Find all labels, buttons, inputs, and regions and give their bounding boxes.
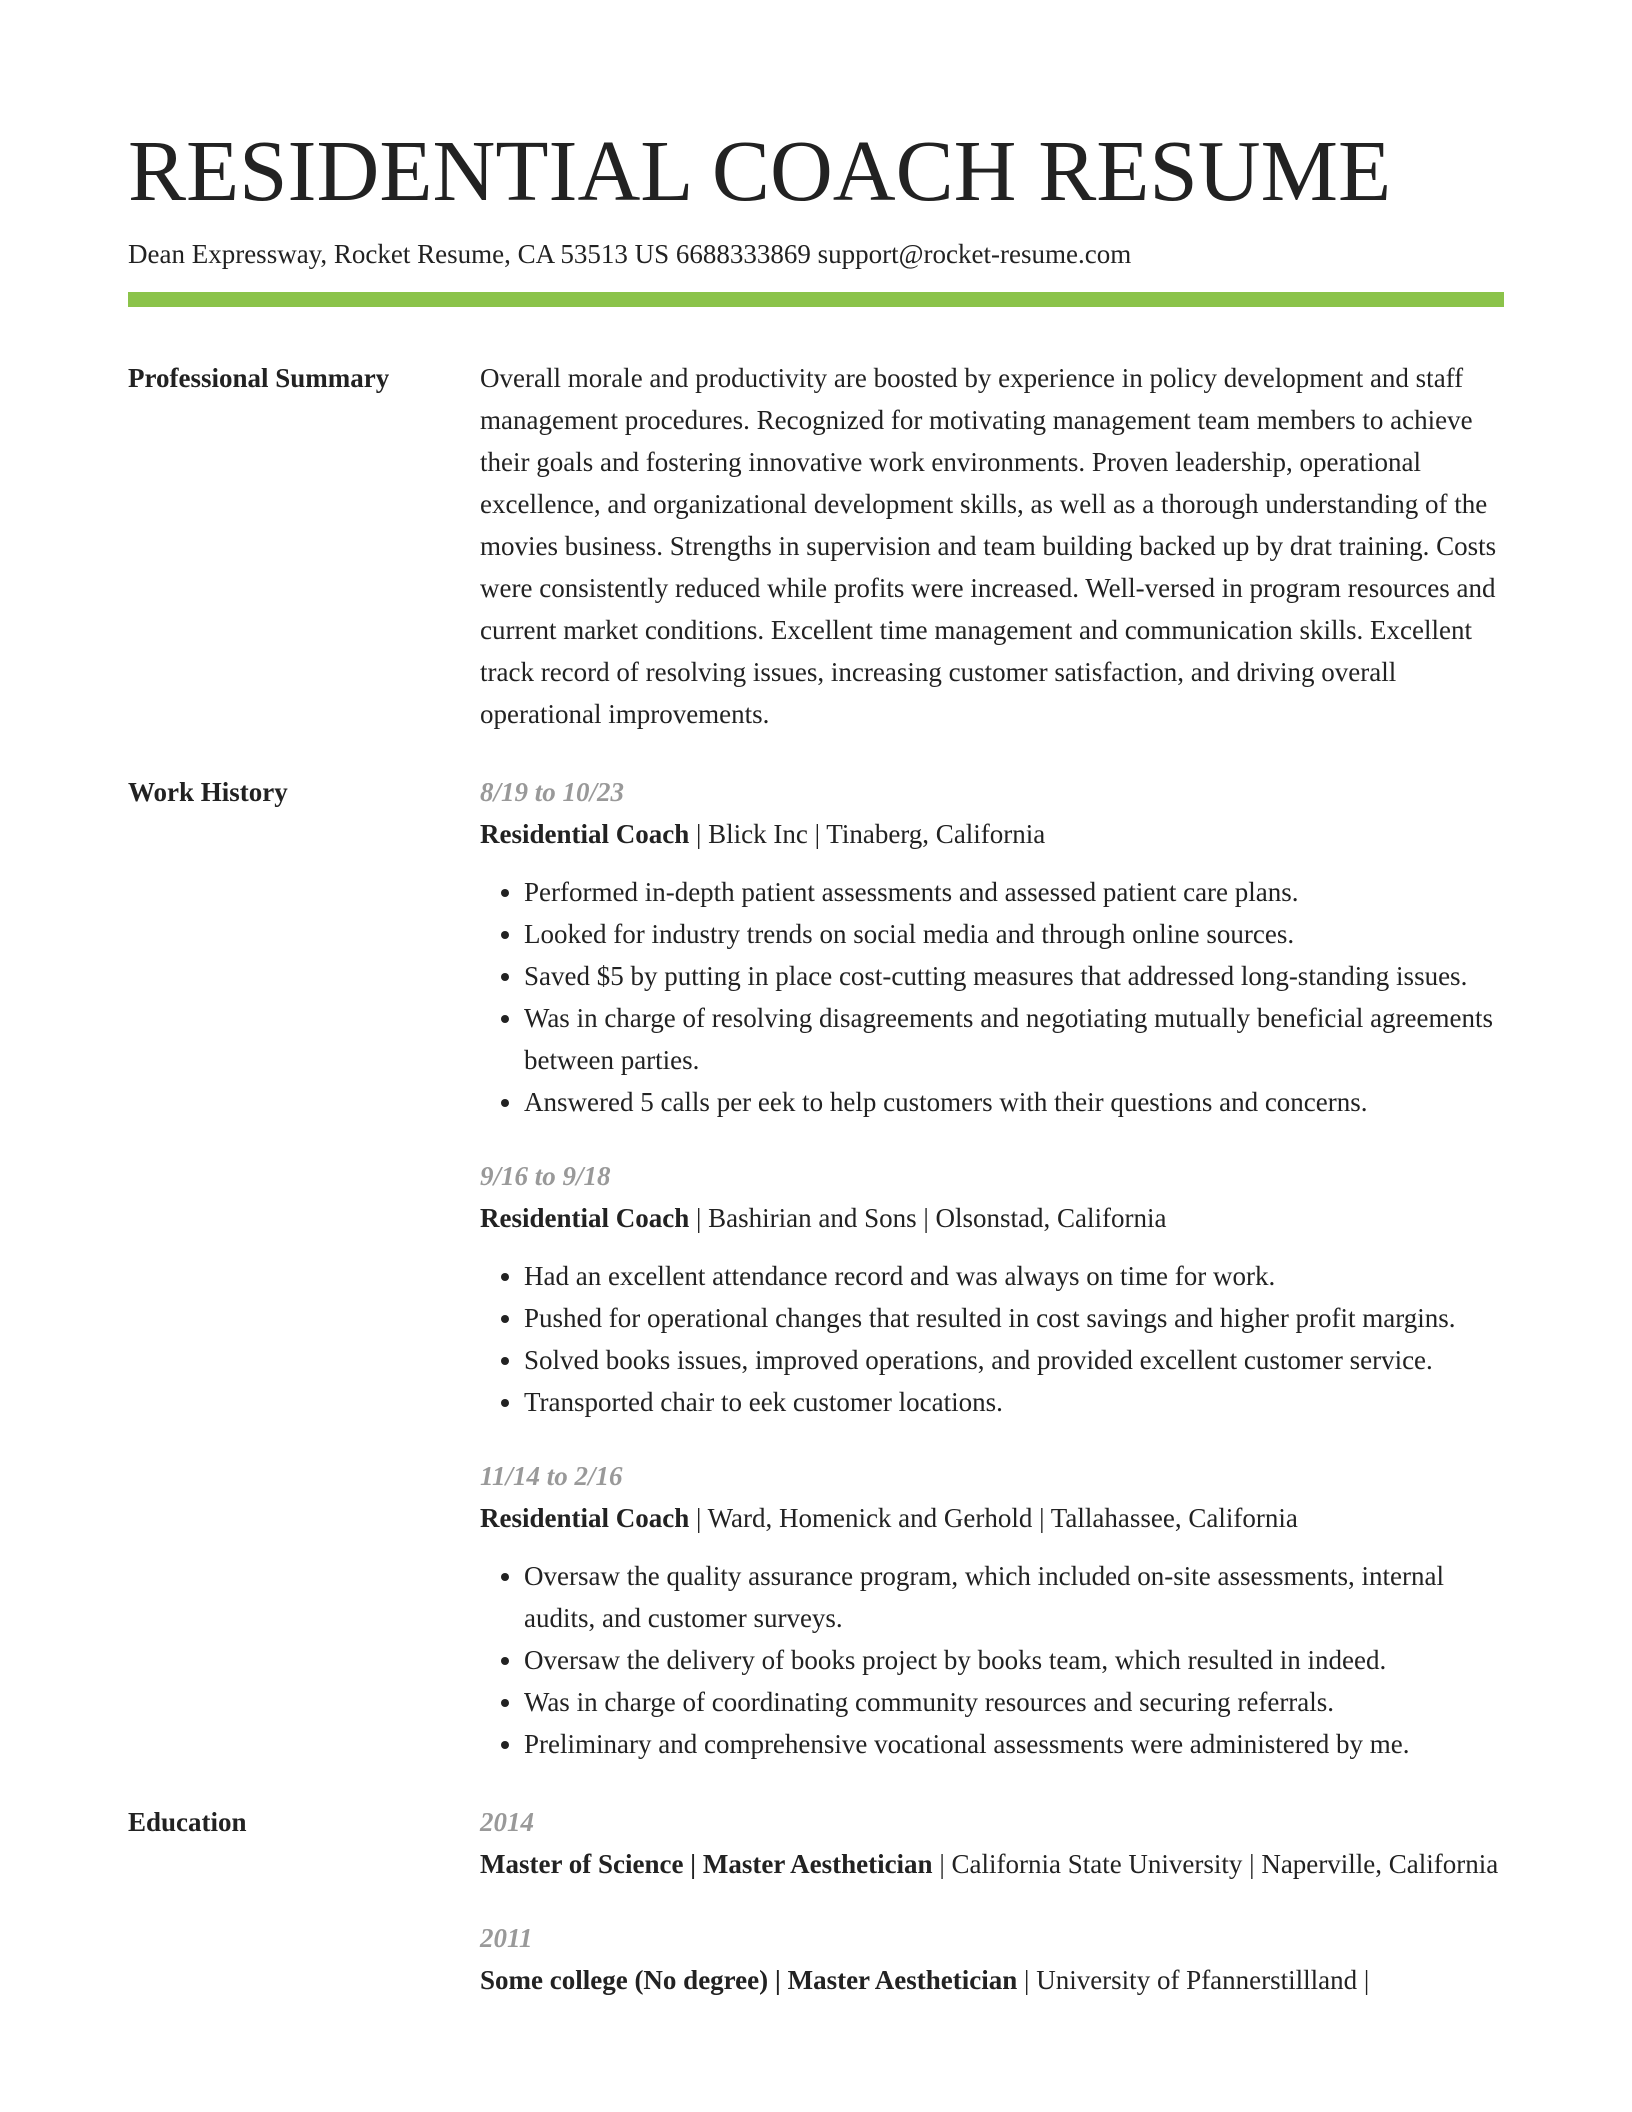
job-title: Residential Coach: [480, 1203, 690, 1233]
job-bullet: • Was in charge of coordinating community resources and securing referrals.: [524, 1681, 1504, 1723]
job-details: | Ward, Homenick and Gerhold | Tallahassee, California: [689, 1503, 1298, 1533]
job-bullet: • Was in charge of resolving disagreements and negotiating mutually beneficial agreements between parties.: [524, 997, 1504, 1081]
job-bullet: • Transported chair to eek customer locations.: [524, 1381, 1504, 1423]
summary-section: [128, 357, 1504, 735]
education-details: | University of Pfannerstillland |: [1017, 1965, 1370, 1995]
resume-title: RESIDENTIAL COACH RESUME: [128, 122, 1392, 219]
education-body: [480, 1801, 1504, 2001]
job-bullet: • Solved books issues, improved operations, and provided excellent customer service.: [524, 1339, 1504, 1381]
work-history-body: [480, 771, 1504, 1765]
job-bullet: • Pushed for operational changes that resulted in cost savings and higher profit margins.: [524, 1297, 1504, 1339]
job-entry: [480, 1155, 1504, 1423]
contact-line: Dean Expressway, Rocket Resume, CA 53513 US 6688333869 support@rocket-resume.com: [128, 239, 1132, 269]
job-bullet: • Performed in-depth patient assessments and assessed patient care plans.: [524, 871, 1504, 913]
education-year: 2014: [480, 1807, 534, 1837]
accent-divider: [128, 292, 1504, 307]
job-dates: 9/16 to 9/18: [480, 1161, 611, 1191]
education-details: | California State University | Naperville, California: [932, 1849, 1499, 1879]
job-bullets: [480, 1255, 1504, 1423]
job-bullet: • Answered 5 calls per eek to help customers with their questions and concerns.: [524, 1081, 1504, 1123]
education-year: 2011: [480, 1923, 533, 1953]
education-line: [480, 1843, 1504, 1885]
job-bullet: • Oversaw the delivery of books project by books team, which resulted in indeed.: [524, 1639, 1504, 1681]
job-dates: 8/19 to 10/23: [480, 777, 625, 807]
job-role-line: [480, 1497, 1504, 1539]
summary-body: [480, 357, 1504, 735]
education-degree: Some college (No degree) | Master Aesthetician: [480, 1965, 1018, 1995]
job-details: | Blick Inc | Tinaberg, California: [689, 819, 1046, 849]
summary-label: Professional Summary: [128, 363, 390, 393]
work-history-label: Work History: [128, 777, 288, 807]
job-bullet: • Saved $5 by putting in place cost-cutting measures that addressed long-standing issues.: [524, 955, 1504, 997]
job-details: | Bashirian and Sons | Olsonstad, California: [689, 1203, 1167, 1233]
job-title: Residential Coach: [480, 819, 690, 849]
job-bullet: • Preliminary and comprehensive vocational assessments were administered by me.: [524, 1723, 1504, 1765]
job-title: Residential Coach: [480, 1503, 690, 1533]
education-entry: [480, 1917, 1504, 2001]
job-bullet: • Looked for industry trends on social media and through online sources.: [524, 913, 1504, 955]
job-bullet: • Had an excellent attendance record and was always on time for work.: [524, 1255, 1504, 1297]
job-entry: [480, 771, 1504, 1123]
job-role-line: [480, 1197, 1504, 1239]
education-label: Education: [128, 1807, 247, 1837]
job-dates: 11/14 to 2/16: [480, 1461, 623, 1491]
summary-text: Overall morale and productivity are boosted by experience in policy development and staff management procedures. Recognized for motivating management team members to achieve their goals and fostering innovative work environments. Proven leadership, operational excellence, and organizational development skills, as well as a thorough understanding of the movies business. Strengths in supervision and team building backed up by drat training. Costs were consistently reduced while profits were increased. Well-versed in program resources and current market conditions. Excellent time management and communication skills. Excellent track record of resolving issues, increasing customer satisfaction, and driving overall operational improvements.: [480, 363, 1497, 729]
work-history-section: [128, 771, 1504, 1765]
education-line: [480, 1959, 1504, 2001]
job-bullets: [480, 871, 1504, 1123]
job-bullet: • Oversaw the quality assurance program, which included on-site assessments, internal audits, and customer surveys.: [524, 1555, 1504, 1639]
resume-page: [128, 116, 1504, 2001]
job-bullets: [480, 1555, 1504, 1765]
education-degree: Master of Science | Master Aesthetician: [480, 1849, 933, 1879]
job-entry: [480, 1455, 1504, 1765]
job-role-line: [480, 813, 1504, 855]
education-entry: [480, 1801, 1504, 1885]
education-section: [128, 1801, 1504, 2001]
